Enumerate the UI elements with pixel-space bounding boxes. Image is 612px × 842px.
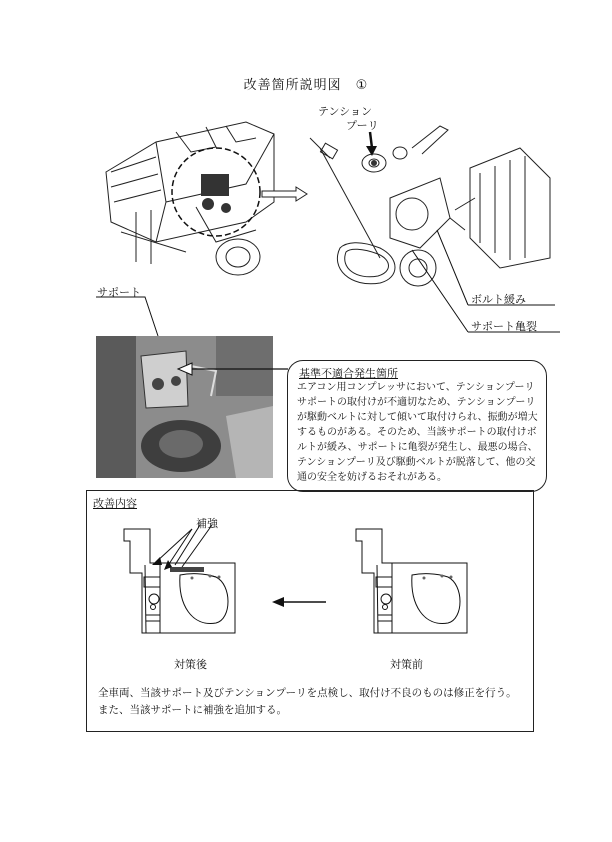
photo-arrow bbox=[178, 362, 288, 376]
callout-body: エアコン用コンプレッサにおいて、テンションプーリサポートの取付けが不適切なため、テンションプーリが駆動ベルトに対して傾いて取付けられ、振動が増大するものがある。そのため、当該サポートの取付けボルトが緩み、サポートに亀裂が発生し、最悪の場合、テンションプーリ及び駆動ベルトが脱落して、他の交通の安全を妨げるおそれがある。 bbox=[297, 382, 538, 483]
footer-line-2: また、当該サポートに補強を追加する。 bbox=[98, 704, 287, 716]
reinforce-label: 補強 bbox=[196, 517, 218, 530]
improvement-heading: 改善内容 bbox=[93, 497, 137, 510]
after-diagram bbox=[120, 515, 245, 655]
label-bolt-loose: ボルト緩み bbox=[471, 293, 526, 306]
support-photo bbox=[96, 336, 273, 478]
label-pulley: プーリ bbox=[346, 119, 379, 132]
after-label: 対策後 bbox=[174, 658, 207, 671]
callout-heading: 基準不適合発生箇所 bbox=[299, 367, 398, 380]
footer-line-1: 全車両、当該サポート及びテンションプーリを点検し、取付け不良のものは修正を行う。 bbox=[98, 687, 517, 699]
improvement-footer bbox=[98, 685, 518, 719]
label-support-crack: サポート亀裂 bbox=[471, 320, 537, 333]
improvement-arrow bbox=[272, 597, 326, 607]
page-title: 改善箇所説明図 ① bbox=[243, 78, 369, 93]
before-label: 対策前 bbox=[390, 658, 423, 671]
before-diagram bbox=[352, 515, 477, 655]
label-support: サポート bbox=[97, 286, 141, 299]
label-tension: テンション bbox=[318, 105, 372, 118]
